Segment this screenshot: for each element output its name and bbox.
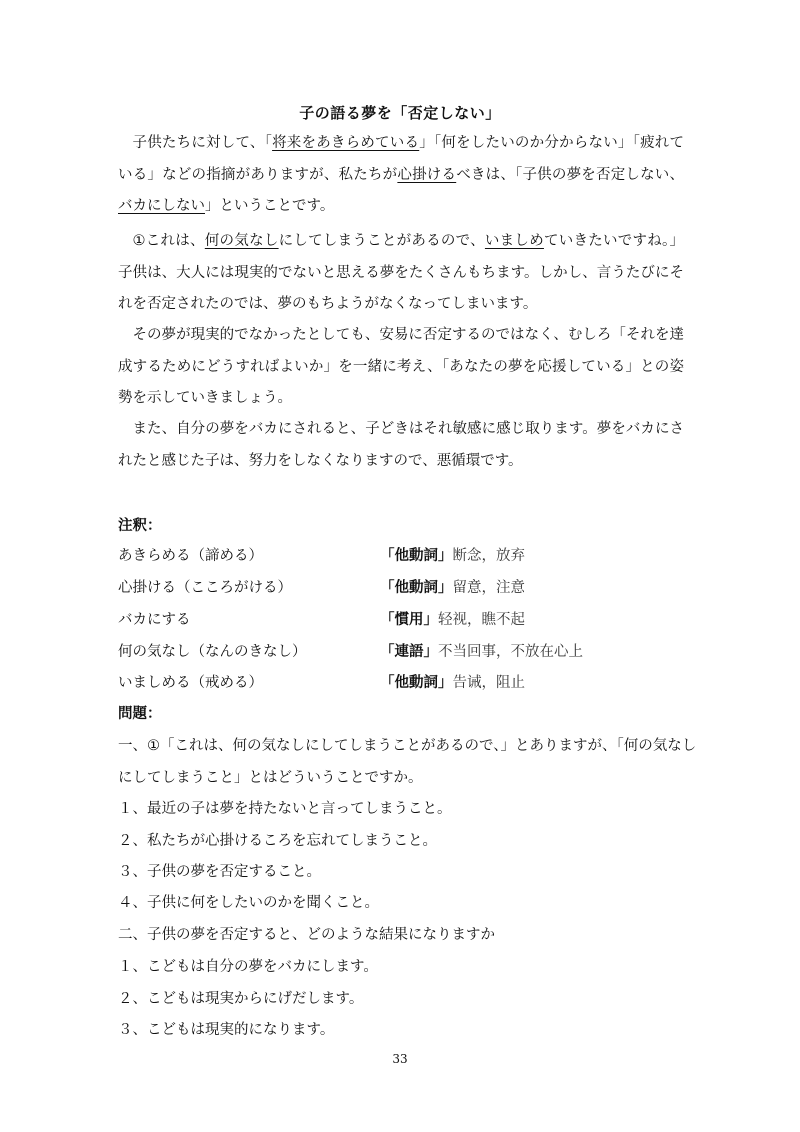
note-gloss (380, 544, 525, 565)
note-row (118, 640, 718, 660)
note-meaning: 告诫，阻止 (452, 675, 525, 691)
note-term: バカにする (118, 612, 191, 628)
page-number: 33 (392, 1052, 408, 1066)
text-span: ていきたいですね。」子供は、大人には現実的でないと思える夢をたくさんもちます。しかし、言うたびにそれを否定されたのでは、夢のもちようがなくなってしまいます。 (118, 233, 685, 312)
question-2-option: １、こどもは自分の夢をバカにします。 (118, 959, 378, 975)
question-1-text-cont: にしてしまうこと」とはどういうことですか。 (118, 770, 423, 786)
note-pos: 「他動詞」 (380, 548, 453, 564)
note-row (118, 576, 718, 596)
note-gloss (380, 640, 583, 661)
text-span: にしてしまうことがあるので、 (278, 233, 485, 249)
note-term: あきらめる（諦める） (118, 548, 263, 564)
note-pos: 「他動詞」 (380, 675, 453, 691)
question-1-option: ３、子供の夢を否定すること。 (118, 864, 321, 880)
question-1-option: ４、子供に何をしたいのかを聞くこと。 (118, 895, 379, 911)
underlined-phrase: 将来をあきらめている (272, 135, 420, 151)
text-span: 子供たちに対して、「 (132, 135, 273, 151)
note-term: 心掛ける（こころがける） (118, 580, 292, 596)
note-gloss (380, 576, 525, 597)
underlined-phrase: バカにしない (118, 198, 205, 214)
note-row (118, 544, 718, 564)
note-pos: 「慣用」 (380, 612, 438, 628)
underlined-phrase: いましめ (484, 233, 544, 249)
note-meaning: 断念，放弃 (452, 548, 525, 564)
note-meaning: 轻视，瞧不起 (438, 612, 525, 628)
note-meaning: 留意，注意 (452, 580, 525, 596)
note-row (118, 608, 718, 628)
underlined-phrase: 心掛ける (397, 166, 457, 183)
note-gloss (380, 608, 525, 629)
note-term: いましめる（戒める） (118, 675, 263, 691)
text-span: 」「何をしたいのか分からない」「疲れている」などの指摘がありますが、私たちが (118, 135, 685, 183)
question-1-option: １、最近の子は夢を持たないと言ってしまうこと。 (118, 801, 452, 817)
notes-label: 注釈： (118, 518, 162, 534)
text-span: 」ということです。 (205, 198, 335, 214)
note-term: 何の気なし（なんのきなし） (118, 644, 307, 660)
note-pos: 「他動詞」 (380, 580, 453, 596)
note-gloss (380, 671, 525, 692)
question-1-option: ２、私たちが心掛けるころを忘れてしまうこと。 (118, 833, 437, 849)
questions-label: 問題： (118, 706, 162, 722)
question-2-option: ２、こどもは現実からにげだします。 (118, 991, 364, 1007)
paragraph-3: その夢が現実的でなかったとしても、安易に否定するのではなく、むしろ「それを達成するためにどうすればよいか」を一緒に考え、「あなたの夢を応援している」との姿勢を示していきましょう。 (118, 327, 684, 406)
paragraph-4: また、自分の夢をバカにされると、子どきはそれ敏感に感じ取ります。夢をバカにされたと感じた子は、努力をしなくなりますので、悪循環です。 (118, 421, 684, 469)
paragraph-2 (118, 226, 684, 321)
question-2-option: ３、こどもは現実的になります。 (118, 1022, 335, 1038)
article-title: 子の語る夢を「否定しない」 (299, 104, 501, 122)
question-2-text: 二、子供の夢を否定すると、どのような結果になりますか (118, 927, 495, 943)
note-meaning: 不当回事，不放在心上 (438, 644, 583, 660)
text-span: ①これは、 (132, 233, 205, 249)
note-pos: 「連語」 (380, 644, 438, 660)
underlined-phrase: 何の気なし (204, 233, 279, 249)
text-span: べきは、「子供の夢を否定しない、 (456, 166, 685, 183)
paragraph-1 (118, 128, 684, 223)
question-1-text: 一、①「これは、何の気なしにしてしまうことがあるので、」とありますが、「何の気なし (118, 738, 697, 754)
note-row (118, 671, 718, 691)
